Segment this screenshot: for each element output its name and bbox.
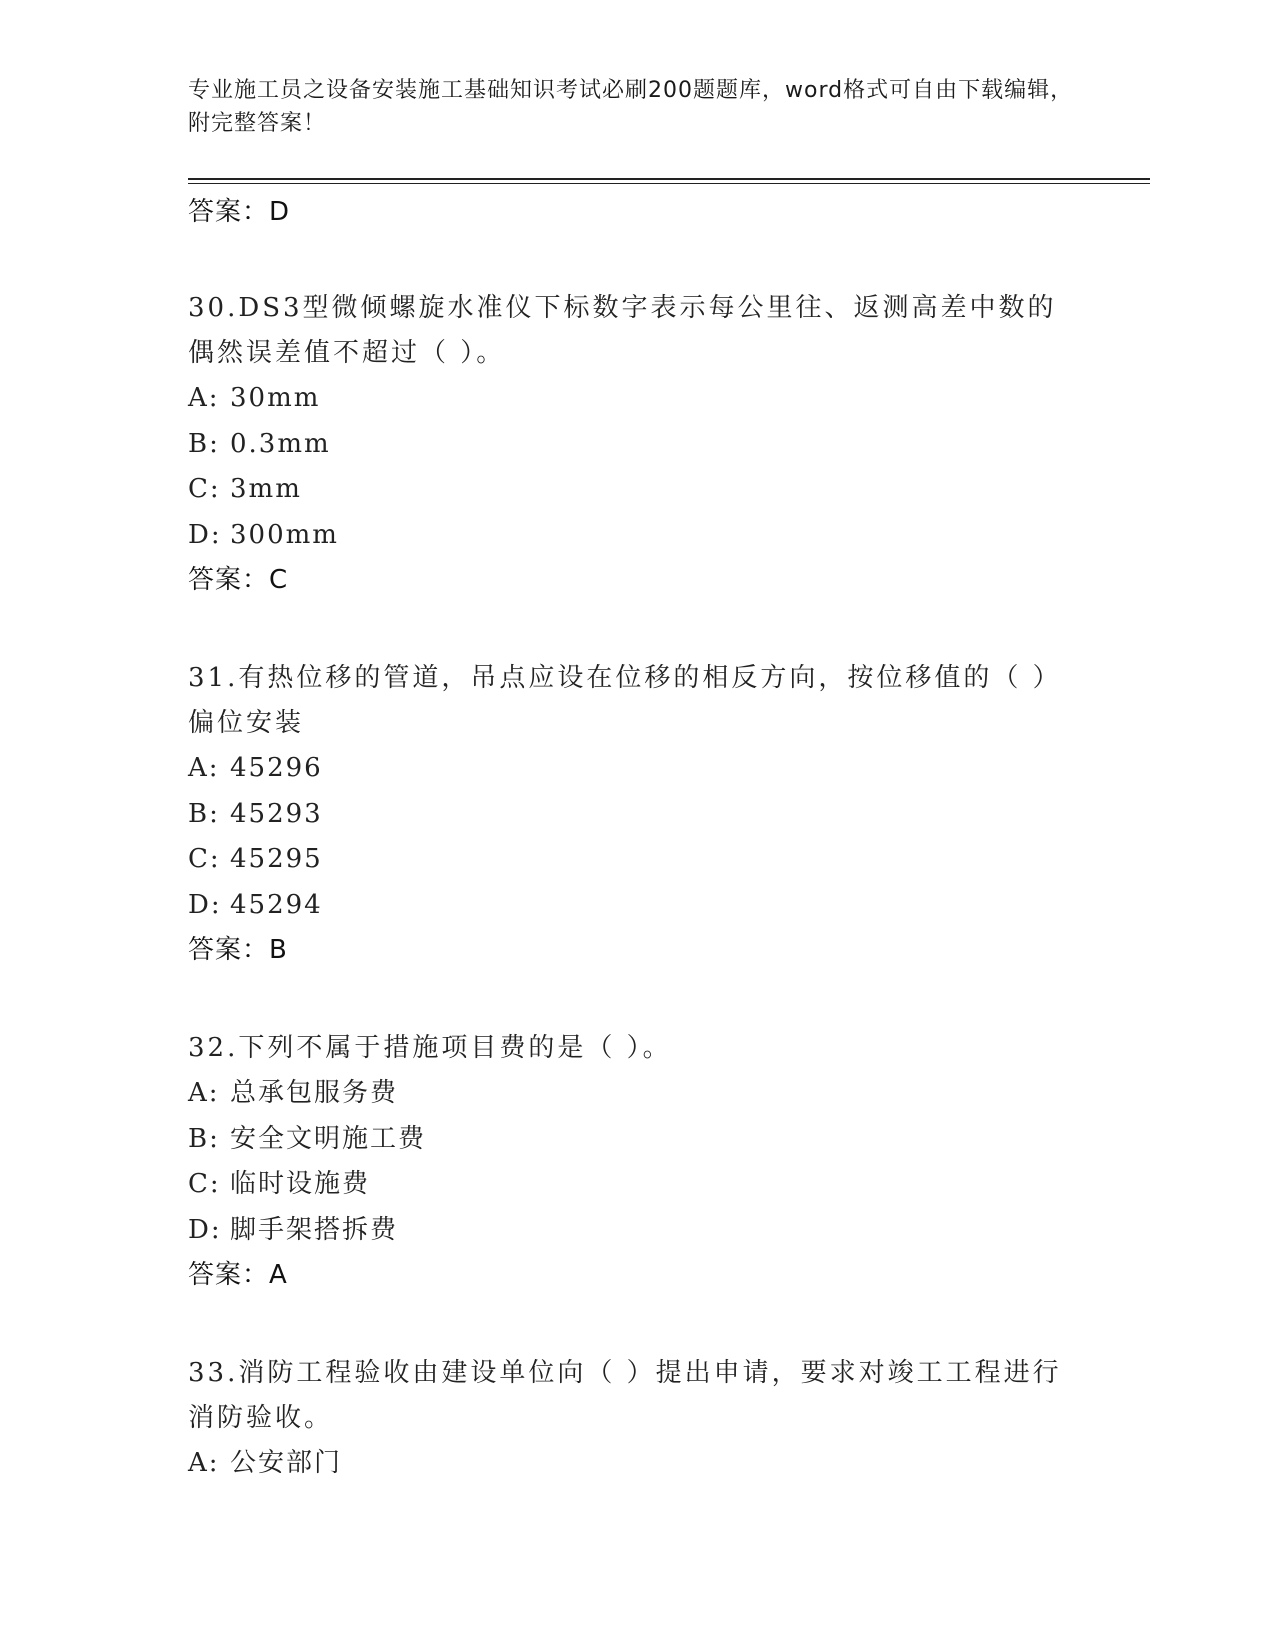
option-key: A: <box>188 753 220 783</box>
question-text: 30.DS3型微倾螺旋水准仪下标数字表示每公里往、返测高差中数的偶然误差值不超过（ ）。 <box>188 293 1057 368</box>
option-key: D: <box>188 519 222 550</box>
option-d <box>188 513 1088 559</box>
question-32 <box>188 1026 1088 1297</box>
option-key: A: <box>188 1078 220 1108</box>
option-c <box>188 1162 1088 1208</box>
answer-line: 答案：B <box>188 935 288 965</box>
option-key: B: <box>188 1123 220 1154</box>
answer-line: 答案：A <box>188 1260 288 1290</box>
question-31 <box>188 656 1088 972</box>
question-33 <box>188 1351 1088 1487</box>
option-value: 0.3mm <box>230 428 331 459</box>
option-d <box>188 1208 1088 1254</box>
option-c <box>188 837 1088 883</box>
answer-line: 答案：D <box>188 197 291 227</box>
option-value: 45296 <box>230 753 323 783</box>
option-key: B: <box>188 428 220 459</box>
header-rule <box>188 178 1150 180</box>
option-value: 45294 <box>230 889 323 920</box>
header-rule-thin <box>188 183 1150 184</box>
question-text: 33.消防工程验收由建设单位向（ ）提出申请，要求对竣工工程进行消防验收。 <box>188 1358 1062 1433</box>
question-text: 32.下列不属于措施项目费的是（ ）。 <box>188 1033 672 1063</box>
option-b <box>188 422 1088 468</box>
option-value: 45293 <box>230 798 323 829</box>
option-key: A: <box>188 383 220 413</box>
option-value: 3mm <box>230 474 302 504</box>
option-value: 临时设施费 <box>230 1169 371 1199</box>
question-30 <box>188 286 1088 602</box>
answer-line: 答案：C <box>188 565 289 595</box>
option-b <box>188 1117 1088 1163</box>
option-a <box>188 746 1088 792</box>
option-value: 安全文明施工费 <box>230 1123 427 1154</box>
option-value: 公安部门 <box>230 1448 343 1478</box>
option-key: C: <box>188 474 221 504</box>
option-b <box>188 792 1088 838</box>
option-key: B: <box>188 798 220 829</box>
option-value: 30mm <box>230 383 321 413</box>
option-key: A: <box>188 1448 220 1478</box>
document-header: 专业施工员之设备安装施工基础知识考试必刷200题题库，word格式可自由下载编辑，附完整答案！ <box>188 78 1074 136</box>
option-key: C: <box>188 1169 221 1199</box>
option-key: D: <box>188 1214 222 1245</box>
option-value: 45295 <box>230 844 323 874</box>
option-key: C: <box>188 844 221 874</box>
option-value: 脚手架搭拆费 <box>230 1214 399 1245</box>
question-list <box>188 190 1088 1541</box>
option-value: 总承包服务费 <box>230 1078 399 1108</box>
option-d <box>188 883 1088 929</box>
question-text: 31.有热位移的管道，吊点应设在位移的相反方向，按位移值的（ ）偏位安装 <box>188 663 1062 738</box>
option-c <box>188 467 1088 513</box>
option-a <box>188 1441 1088 1487</box>
option-value: 300mm <box>230 519 339 550</box>
option-key: D: <box>188 889 222 920</box>
option-a <box>188 376 1088 422</box>
option-a <box>188 1071 1088 1117</box>
